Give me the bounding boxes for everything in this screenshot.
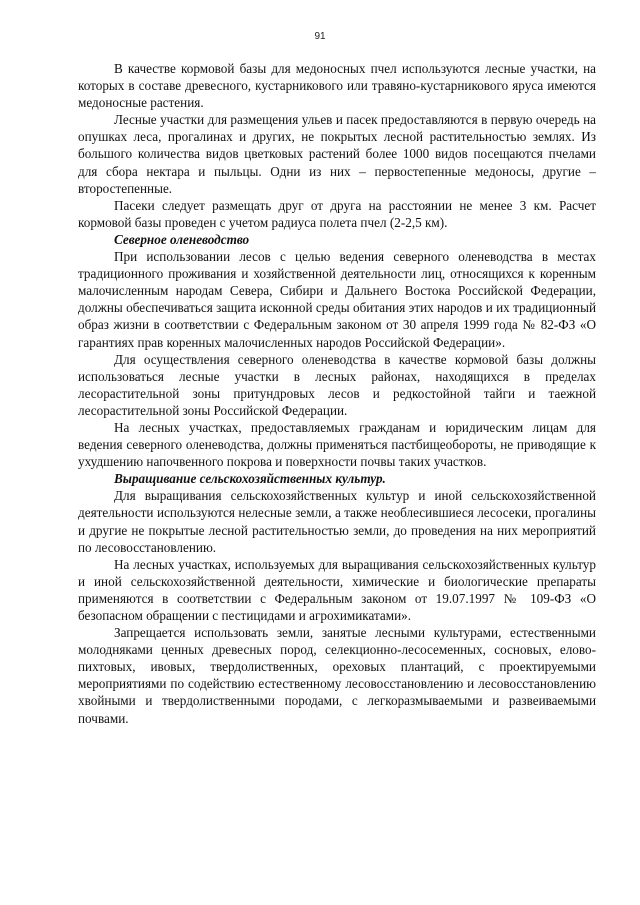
- paragraph-honey-bee-forage: В качестве кормовой базы для медоносных пчел используются лесные участки, на которых в составе древесного, кустарникового или травяно-кустарникового яруса имеются медоносные растения.: [78, 61, 596, 111]
- document-body: [78, 60, 596, 727]
- page-number: 91: [314, 31, 326, 42]
- paragraph-reindeer-zones: Для осуществления северного оленеводства в качестве кормовой базы должны использоваться лесные участки в лесных районах, находящихся в пределах лесорастительной зоны притундровых лесов и редкостойной тайги и таежной лесорастительной зоны Российской Федерации.: [78, 351, 596, 418]
- paragraph-apiary-placement: Лесные участки для размещения ульев и пасек предоставляются в первую очередь на опушках леса, прогалинах и других, не покрытых лесной растительностью землях. Из большого количества видов цветковых растений более 1000 видов посещаются пчелами для сбора нектара и пыльцы. Одни из них – первостепенные медоносы, другие – второстепенные.: [78, 112, 596, 196]
- paragraph-pesticides-law: На лесных участках, используемых для выращивания сельскохозяйственных культур и иной сельскохозяйственной деятельности, химические и биологические препараты применяются в соответствии с Федеральным законом от 19.07.1997 № 109-ФЗ «О безопасном обращении с пестицидами и агрохимикатами».: [78, 556, 596, 623]
- paragraph-pasture-rotation: На лесных участках, предоставляемых гражданам и юридическим лицам для ведения северного оленеводства, должны применяться пастбищеобороты, не приводящие к ухудшению напочвенного покрова и поверхности почвы таких участков.: [78, 419, 596, 470]
- section-heading-reindeer-herding: Северное оленеводство: [114, 231, 250, 247]
- paragraph-reindeer-law: При использовании лесов с целью ведения северного оленеводства в местах традиционного проживания и хозяйственной деятельности лиц, относящихся к коренным малочисленным народам Севера, Сибири и Дальнего Востока Российской Федерации, должны обеспечиваться защита исконной среды обитания этих народов и их традиционный образ жизни в соответствии с Федеральным законом от 30 апреля 1999 года № 82-ФЗ «О гарантиях прав коренных малочисленных народов Российской Федерации».: [78, 249, 596, 350]
- paragraph-apiary-distance: Пасеки следует размещать друг от друга на расстоянии не менее 3 км. Расчет кормовой базы проведен с учетом радиуса полета пчел (2-2,5 км).: [78, 197, 596, 230]
- paragraph-prohibited-lands: Запрещается использовать земли, занятые лесными культурами, естественными молодняками ценных древесных пород, селекционно-лесосеменных, сосновых, елово-пихтовых, ивовых, твердолиственных, ореховых плантаций, с проектируемыми мероприятиями по содействию естественному лесовосстановлению и лесовосстановлению хвойными и твердолиственными породами, с легкоразмываемыми и развеиваемыми почвами.: [78, 625, 596, 726]
- paragraph-crop-lands: Для выращивания сельскохозяйственных культур и иной сельскохозяйственной деятельности используются нелесные земли, а также необлесившиеся лесосеки, прогалины и другие не покрытые лесной растительностью земли, до проведения на них мероприятий по лесовосстановлению.: [78, 488, 596, 555]
- section-heading-crop-cultivation: Выращивание сельскохозяйственных культур.: [114, 471, 386, 487]
